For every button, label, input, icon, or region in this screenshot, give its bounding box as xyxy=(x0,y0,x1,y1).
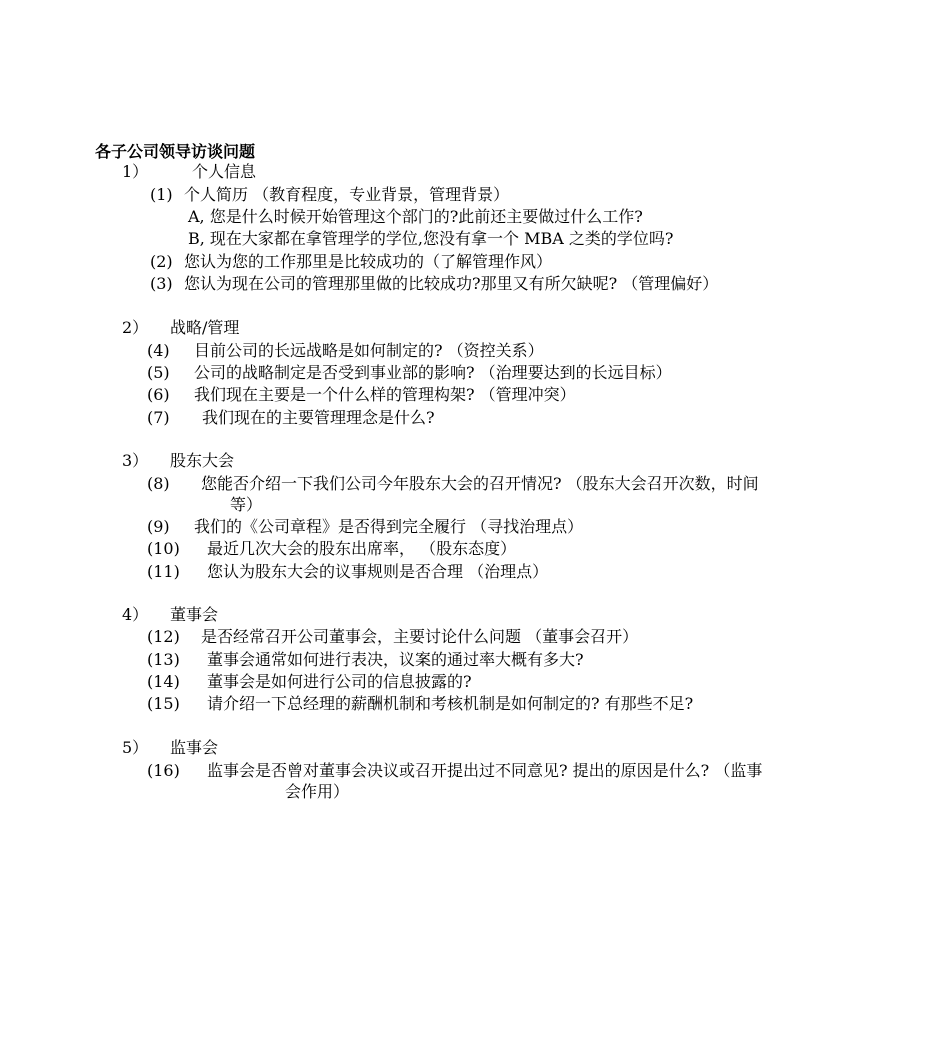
item-number: (15) xyxy=(147,694,180,713)
item-number: (4) xyxy=(147,341,170,360)
item-number: (5) xyxy=(147,363,170,382)
item-text: 您认为您的工作那里是比较成功的（了解管理作风） xyxy=(184,252,553,271)
section-heading: 个人信息 xyxy=(192,162,257,181)
item-number: (13) xyxy=(147,650,180,669)
item-number: (12) xyxy=(147,627,180,646)
item-continuation: 会作用） xyxy=(285,782,350,801)
item-text: 公司的战略制定是否受到事业部的影响? （治理要达到的长远目标） xyxy=(194,363,672,382)
document-title: 各子公司领导访谈问题 xyxy=(95,142,256,161)
item-text: 您能否介绍一下我们公司今年股东大会的召开情况? （股东大会召开次数，时间 xyxy=(201,474,759,493)
section-number: 3） xyxy=(122,451,149,470)
item-number: (2) xyxy=(150,252,173,271)
item-number: (1) xyxy=(150,185,173,204)
section-heading: 董事会 xyxy=(170,605,219,624)
item-text: 是否经常召开公司董事会，主要讨论什么问题 （董事会召开） xyxy=(201,627,639,646)
item-text: 我们的《公司章程》是否得到完全履行 （寻找治理点） xyxy=(194,517,584,536)
section-number: 2） xyxy=(122,318,149,337)
item-subpoint: A, 您是什么时候开始管理这个部门的?此前还主要做过什么工作? xyxy=(188,207,643,226)
section-number: 5） xyxy=(122,738,149,757)
item-number: (9) xyxy=(147,517,170,536)
item-number: (3) xyxy=(150,274,173,293)
item-text: 请介绍一下总经理的薪酬机制和考核机制是如何制定的? 有那些不足? xyxy=(207,694,694,713)
section-heading: 监事会 xyxy=(170,738,219,757)
section-heading: 战略/管理 xyxy=(170,318,240,337)
section-heading: 股东大会 xyxy=(170,451,235,470)
section-number: 4） xyxy=(122,605,149,624)
item-text: 您认为现在公司的管理那里做的比较成功?那里又有所欠缺呢? （管理偏好） xyxy=(184,274,719,293)
item-subpoint: B, 现在大家都在拿管理学的学位,您没有拿一个 MBA 之类的学位吗? xyxy=(188,229,674,248)
item-number: (16) xyxy=(147,761,180,780)
item-number: (7) xyxy=(147,408,170,427)
item-number: (14) xyxy=(147,672,180,691)
item-text: 我们现在主要是一个什么样的管理构架? （管理冲突） xyxy=(194,385,576,404)
item-text: 最近几次大会的股东出席率， （股东态度） xyxy=(207,539,517,558)
item-text: 您认为股东大会的议事规则是否合理 （治理点） xyxy=(207,562,549,581)
item-number: (6) xyxy=(147,385,170,404)
item-text: 董事会通常如何进行表决，议案的通过率大概有多大? xyxy=(207,650,584,669)
item-number: (11) xyxy=(147,562,180,581)
item-text: 董事会是如何进行公司的信息披露的? xyxy=(207,672,472,691)
item-text: 个人简历 （教育程度，专业背景，管理背景） xyxy=(184,185,510,204)
item-number: (10) xyxy=(147,539,180,558)
item-continuation: 等） xyxy=(230,495,263,514)
section-number: 1） xyxy=(122,162,149,181)
item-text: 监事会是否曾对董事会决议或召开提出过不同意见? 提出的原因是什么? （监事 xyxy=(207,761,763,780)
item-text: 我们现在的主要管理理念是什么? xyxy=(202,408,435,427)
item-number: (8) xyxy=(147,474,170,493)
item-text: 目前公司的长远战略是如何制定的? （资控关系） xyxy=(194,341,544,360)
